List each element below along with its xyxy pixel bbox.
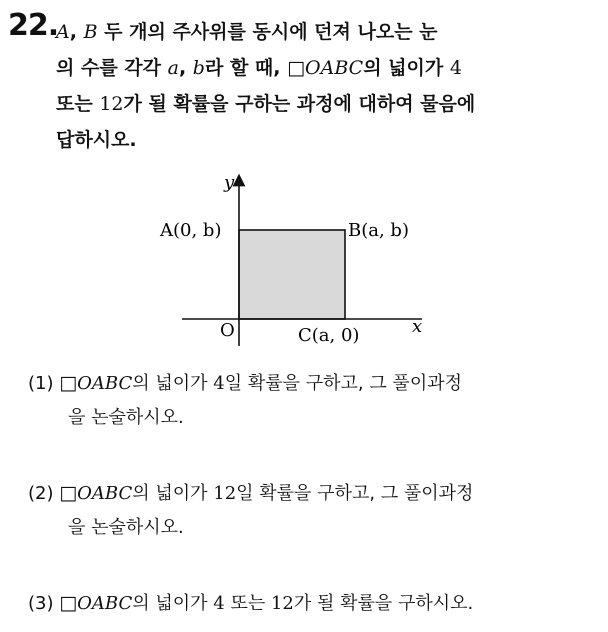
origin-label: O <box>220 320 235 341</box>
var-b-lower: b <box>192 57 205 79</box>
sub1-line-1 <box>28 366 588 401</box>
stem-line-1 <box>56 14 576 50</box>
comma: , <box>178 57 193 79</box>
point-b-label: B(a, b) <box>348 220 409 241</box>
number-4: 4 <box>213 593 225 614</box>
stem-text: 의 넓이가 <box>363 57 450 79</box>
square-symbol: □ <box>59 592 78 614</box>
var-oabc: OABC <box>77 483 133 504</box>
sub3-number: (3) <box>28 593 60 614</box>
number-4: 4 <box>213 373 225 394</box>
var-a: A <box>56 21 70 43</box>
stem-text: 가 될 확률을 구하는 과정에 대하여 물음에 <box>123 93 476 115</box>
number-12: 12 <box>99 93 124 115</box>
square-symbol: □ <box>59 482 78 504</box>
coordinate-figure <box>150 168 450 353</box>
var-a-lower: a <box>167 57 179 79</box>
question-stem <box>56 14 576 158</box>
sub1-text: 일 확률을 구하고, 그 풀이과정 <box>224 373 462 394</box>
var-oabc: OABC <box>305 57 364 79</box>
square-symbol: □ <box>287 57 306 79</box>
square-symbol: □ <box>59 372 78 394</box>
subquestion-1 <box>28 366 588 435</box>
y-axis-label: y <box>224 172 235 193</box>
subquestion-2 <box>28 476 588 545</box>
sub2-text: 일 확률을 구하고, 그 풀이과정 <box>236 483 474 504</box>
question-number: 22. <box>8 8 59 43</box>
sub2-text: 의 넓이가 <box>132 483 214 504</box>
sub2-line-2: 을 논술하시오. <box>68 517 184 538</box>
sub3-text: 또는 <box>224 593 271 614</box>
point-c-label: C(a, 0) <box>298 325 360 346</box>
stem-line-2 <box>56 50 576 86</box>
sub3-line-1 <box>28 586 588 621</box>
var-oabc: OABC <box>77 373 133 394</box>
sub2-number: (2) <box>28 483 60 504</box>
sub1-number: (1) <box>28 373 60 394</box>
stem-text: 두 개의 주사위를 동시에 던져 나오는 눈 <box>97 21 438 43</box>
x-axis-label: x <box>412 316 423 337</box>
point-a-label: A(0, b) <box>160 220 222 241</box>
number-12: 12 <box>270 593 294 614</box>
stem-text: 라 할 때, <box>204 57 288 79</box>
sub3-text: 가 될 확률을 구하시오. <box>293 593 474 614</box>
var-b: B <box>83 21 98 43</box>
comma: , <box>69 21 84 43</box>
stem-line-4: 답하시오. <box>56 129 137 151</box>
stem-line-3 <box>56 86 576 122</box>
number-4: 4 <box>449 57 462 79</box>
sub3-text: 의 넓이가 <box>132 593 214 614</box>
sub1-line-2: 을 논술하시오. <box>68 407 184 428</box>
stem-text: 의 수를 각각 <box>56 57 168 79</box>
sub1-text: 의 넓이가 <box>132 373 214 394</box>
subquestion-3 <box>28 586 588 621</box>
var-oabc: OABC <box>77 593 133 614</box>
sub2-line-1 <box>28 476 588 511</box>
stem-text: 또는 <box>56 93 100 115</box>
square-oabc <box>239 230 345 319</box>
number-12: 12 <box>213 483 237 504</box>
